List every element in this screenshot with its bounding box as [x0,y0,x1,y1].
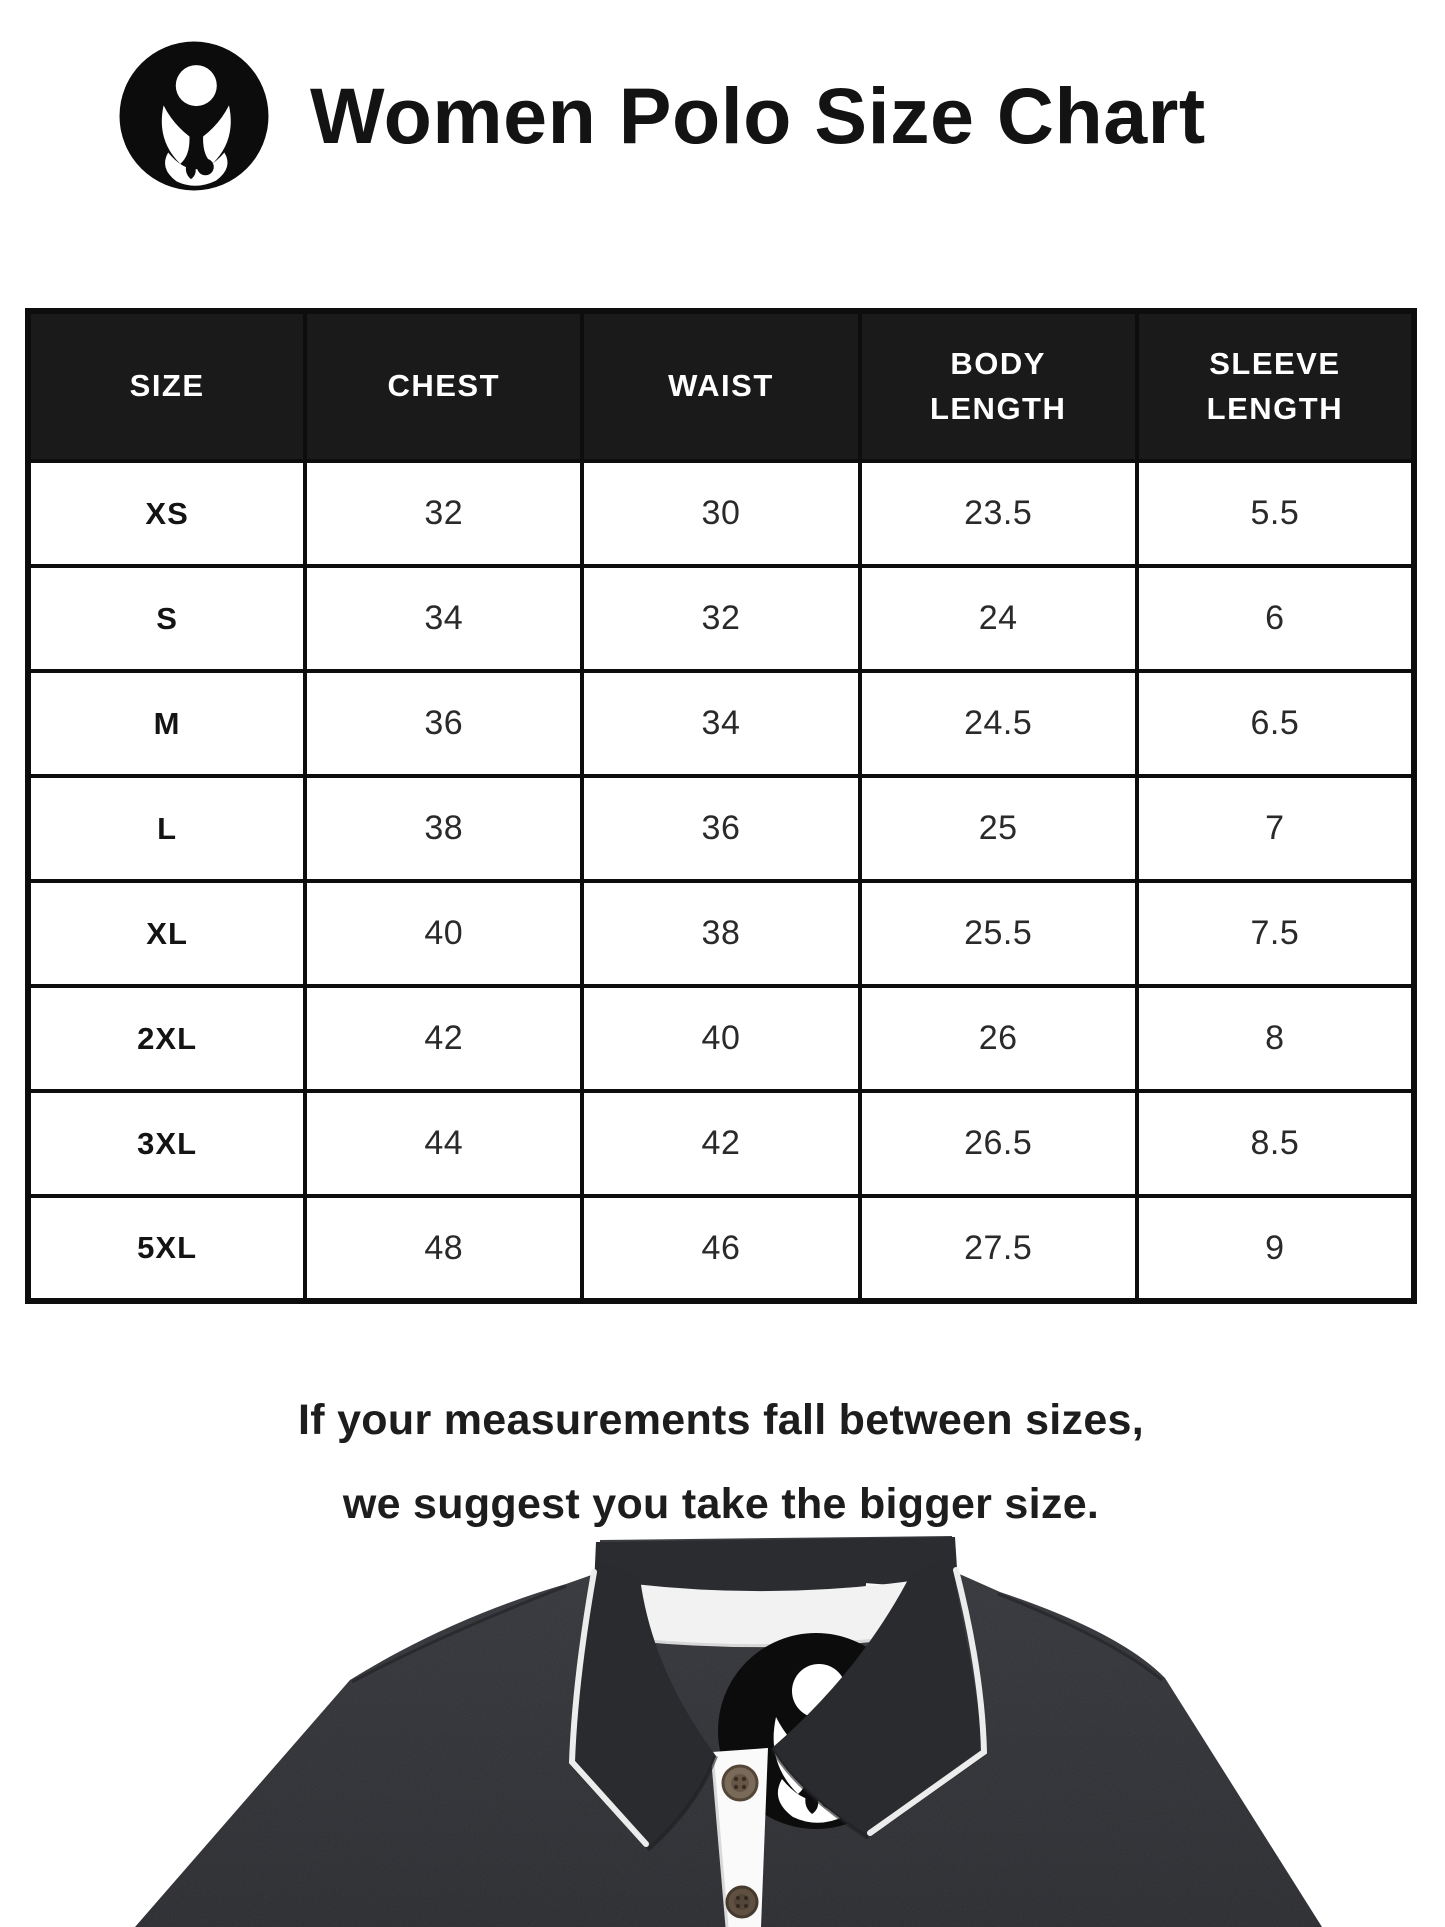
brand-logo-icon [118,40,270,192]
size-cell: M [28,671,305,776]
sleeve-length-cell: 6.5 [1137,671,1414,776]
body-length-cell: 25 [860,776,1137,881]
sizing-note-line1: If your measurements fall between sizes, [297,1396,1145,1444]
page-title: Women Polo Size Chart [310,71,1206,160]
table-row [28,881,1414,986]
table-row [28,1196,1414,1301]
table-row [28,1091,1414,1196]
header-row [28,311,1414,461]
table-row [28,776,1414,881]
sleeve-length-cell: 7 [1137,776,1414,881]
chest-cell: 40 [305,881,582,986]
sleeve-length-cell: 6 [1137,566,1414,671]
size-cell: 3XL [28,1091,305,1196]
body-length-cell: 24.5 [860,671,1137,776]
body-length-cell: 25.5 [860,881,1137,986]
size-cell: XL [28,881,305,986]
body-length-cell: 26 [860,986,1137,1091]
size-cell: XS [28,461,305,566]
polo-shirt-photo [0,1520,1445,1927]
header-cell-size: SIZE [28,311,305,461]
body-length-cell: 23.5 [860,461,1137,566]
chest-cell: 48 [305,1196,582,1301]
size-table-head [28,311,1414,461]
header-cell-body-length: BODY LENGTH [860,311,1137,461]
waist-cell: 42 [582,1091,859,1196]
table-row [28,671,1414,776]
header-cell-sleeve-length: SLEEVE LENGTH [1137,311,1414,461]
brand-header [118,40,1206,192]
chest-cell: 32 [305,461,582,566]
waist-cell: 38 [582,881,859,986]
waist-cell: 30 [582,461,859,566]
table-row [28,566,1414,671]
waist-cell: 32 [582,566,859,671]
waist-cell: 40 [582,986,859,1091]
waist-cell: 36 [582,776,859,881]
body-length-cell: 24 [860,566,1137,671]
size-table [25,308,1417,1304]
sleeve-length-cell: 8 [1137,986,1414,1091]
table-row [28,986,1414,1091]
chest-cell: 34 [305,566,582,671]
chest-cell: 38 [305,776,582,881]
polo-shirt-illustration [0,1520,1445,1927]
placket-button-bottom [727,1887,757,1917]
header-cell-waist: WAIST [582,311,859,461]
table-row [28,461,1414,566]
sleeve-length-cell: 9 [1137,1196,1414,1301]
size-cell: 2XL [28,986,305,1091]
header-cell-chest: CHEST [305,311,582,461]
sizing-note-line2: we suggest you take the bigger size. [342,1480,1100,1528]
body-length-cell: 26.5 [860,1091,1137,1196]
size-cell: S [28,566,305,671]
waist-cell: 34 [582,671,859,776]
waist-cell: 46 [582,1196,859,1301]
size-cell: L [28,776,305,881]
sleeve-length-cell: 7.5 [1137,881,1414,986]
body-length-cell: 27.5 [860,1196,1137,1301]
chest-cell: 42 [305,986,582,1091]
size-cell: 5XL [28,1196,305,1301]
placket-button-top [723,1766,757,1800]
size-table-body [28,461,1414,1301]
chest-cell: 44 [305,1091,582,1196]
chest-cell: 36 [305,671,582,776]
sleeve-length-cell: 8.5 [1137,1091,1414,1196]
sleeve-length-cell: 5.5 [1137,461,1414,566]
